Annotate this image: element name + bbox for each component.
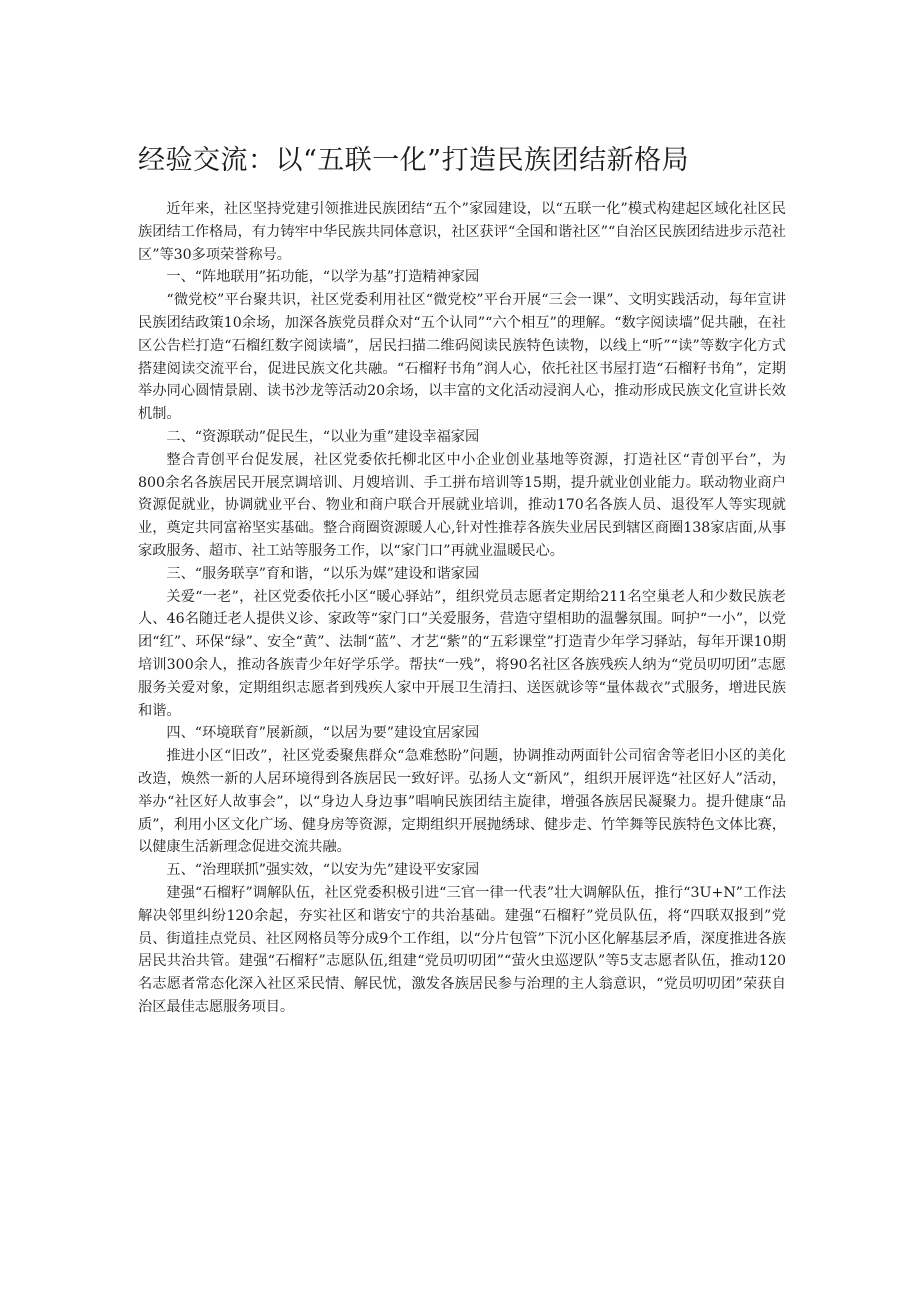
section-heading-3: 三、“服务联享”育和谐，“以乐为媒”建设和谐家园 bbox=[166, 565, 480, 582]
section-paragraph-1: “微党校”平台聚共识，社区党委利用社区“微党校”平台开展“三会一课”、文明实践活动，每年宣讲民族团结政策10余场，加深各族党员群众对“五个认同”“六个相互”的理解。“数字阅读墙”促共融，在社区公告栏打造“石榴红数字阅读墙”，居民扫描二维码阅读民族特色读物，以线上“听”“读”等数字化方式搭建阅读交流平台，促进民族文化共融。“石榴籽书角”润人心，依托社区书屋打造“石榴籽书角”，定期举办同心圆情景剧、读书沙龙等活动20余场，以丰富的文化活动浸润人心，推动形成民族文化宣讲长效机制。 bbox=[138, 292, 786, 423]
section-heading-5: 五、“治理联抓”强实效，“以安为先”建设平安家园 bbox=[166, 862, 480, 879]
section-paragraph-5: 建强“石榴籽”调解队伍，社区党委积极引进“三官一律一代表”壮大调解队伍，推行“3U+N”工作法解决邻里纠纷120余起，夯实社区和谐安宁的共治基础。建强“石榴籽”党员队伍，将“四联双报到”党员、街道挂点党员、社区网格员等分成9个工作组，以“分片包管”下沉小区化解基层矛盾，深度推进各族居民共治共管。建强“石榴籽”志愿队伍,组建“党员叨叨团”“萤火虫巡逻队”等5支志愿者队伍，推动120名志愿者常态化深入社区采民情、解民忧，激发各族居民参与治理的主人翁意识，“党员叨叨团”荣获自治区最佳志愿服务项目。 bbox=[138, 884, 786, 1015]
document-body bbox=[138, 198, 786, 1019]
section-paragraph-4: 推进小区“旧改”，社区党委聚焦群众“急难愁盼”问题，协调推动两面针公司宿舍等老旧小区的美化改造，焕然一新的人居环境得到各族居民一致好评。弘扬人文“新风”，组织开展评选“社区好人”活动，举办“社区好人故事会”，以“身边人身边事”唱响民族团结主旋律，增强各族居民凝聚力。提升健康“品质”，利用小区文化广场、健身房等资源，定期组织开展抛绣球、健步走、竹竿舞等民族特色文体比赛，以健康生活新理念促进交流共融。 bbox=[138, 748, 786, 856]
section-heading-1: 一、“阵地联用”拓功能，“以学为基”打造精神家园 bbox=[166, 269, 480, 286]
section-heading-2: 二、“资源联动”促民生，“以业为重”建设幸福家园 bbox=[166, 428, 480, 445]
section-paragraph-3: 关爱“一老”，社区党委依托小区“暖心驿站”，组织党员志愿者定期给211名空巢老人和少数民族老人、46名随迁老人提供义诊、家政等“家门口”关爱服务，营造守望相助的温馨氛围。呵护“一小”，以党团“红”、环保“绿”、安全“黄”、法制“蓝”、才艺“紫”的“五彩课堂”打造青少年学习驿站，每年开课10期培训300余人，推动各族青少年好学乐学。帮扶“一残”，将90名社区各族残疾人纳为“党员叨叨团”志愿服务关爱对象，定期组织志愿者到残疾人家中开展卫生清扫、送医就诊等“量体裁衣”式服务，增进民族和谐。 bbox=[138, 588, 786, 719]
section-paragraph-2: 整合青创平台促发展，社区党委依托柳北区中小企业创业基地等资源，打造社区“青创平台”，为800余名各族居民开展烹调培训、月嫂培训、手工拼布培训等15期，提升就业创业能力。联动物业商户资源促就业，协调就业平台、物业和商户联合开展就业培训，推动170名各族人员、退役军人等实现就业，奠定共同富裕坚实基础。整合商圈资源暖人心,针对性推荐各族失业居民到辖区商圈138家店面,从事家政服务、超市、社工站等服务工作，以“家门口”再就业温暖民心。 bbox=[138, 451, 786, 559]
section-heading-4: 四、“环境联育”展新颜，“以居为要”建设宜居家园 bbox=[166, 725, 480, 742]
intro-paragraph: 近年来，社区坚持党建引领推进民族团结“五个”家园建设，以“五联一化”模式构建起区域化社区民族团结工作格局，有力铸牢中华民族共同体意识，社区获评“全国和谐社区”“自治区民族团结进步示范社区”等30多项荣誉称号。 bbox=[138, 201, 786, 263]
document-title: 经验交流：以“五联一化”打造民族团结新格局 bbox=[138, 145, 690, 176]
